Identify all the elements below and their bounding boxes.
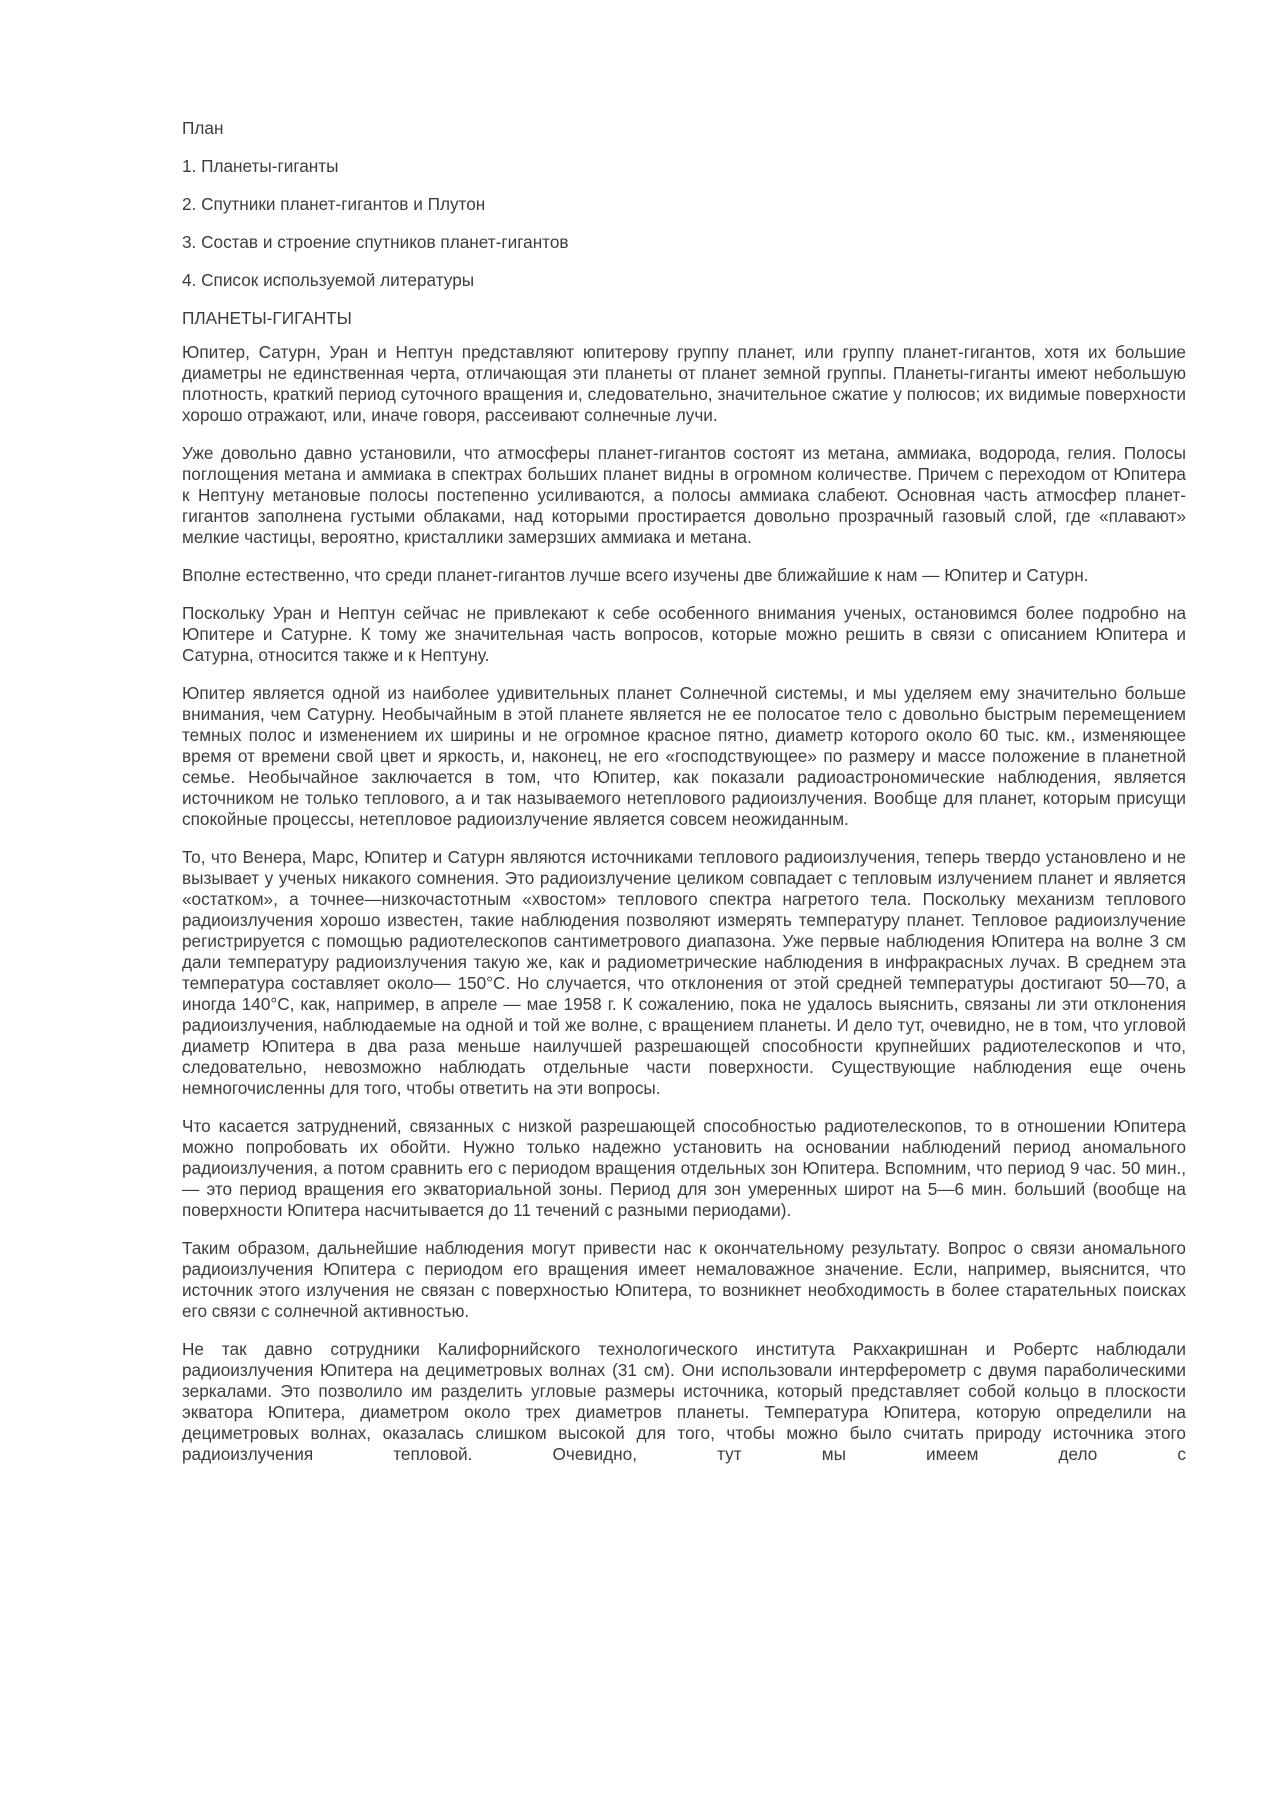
paragraph-8: Таким образом, дальнейшие наблюдения могут привести нас к окончательному результату. Вопрос о связи аномального радиоизлучения Юпитера с периодом его вращения имеет немаловажное значение. Если, например, выяснится, что источник этого излучения не связан с поверхностью Юпитера, то возникнет необходимость в более старательных поисках его связи с солнечной активностью. (182, 1238, 1186, 1321)
plan-item-1: 1. Планеты-гиганты (182, 156, 339, 176)
paragraph-1: Юпитер, Сатурн, Уран и Нептун представляют юпитерову группу планет, или группу планет-гигантов, хотя их большие диаметры не единственная черта, отличающая эти планеты от планет земной группы. Планеты-гиганты имеют небольшую плотность, краткий период суточного вращения и, следовательно, значительное сжатие у полюсов; их видимые поверхности хорошо отражают, или, иначе говоря, рассеивают солнечные лучи. (182, 342, 1186, 425)
paragraph-2: Уже довольно давно установили, что атмосферы планет-гигантов состоят из метана, аммиака, водорода, гелия. Полосы поглощения метана и аммиака в спектрах больших планет видны в огромном количестве. Причем с переходом от Юпитера к Нептуну метановые полосы постепенно усиливаются, а полосы аммиака слабеют. Основная часть атмосфер планет-гигантов заполнена густыми облаками, над которыми простирается довольно прозрачный газовый слой, где «плавают» мелкие частицы, вероятно, кристаллики замерзших аммиака и метана. (182, 443, 1186, 547)
paragraph-4: Поскольку Уран и Нептун сейчас не привлекают к себе особенного внимания ученых, остановимся более подробно на Юпитере и Сатурне. К тому же значительная часть вопросов, которые можно решить в связи с описанием Юпитера и Сатурна, относится также и к Нептуну. (182, 603, 1186, 665)
paragraph-9: Не так давно сотрудники Калифорнийского технологического института Ракхакришнан и Робертс наблюдали радиоизлучения Юпитера на дециметровых волнах (31 см). Они использовали интерферометр с двумя параболическими зеркалами. Это позволило им разделить угловые размеры источника, который представляет собой кольцо в плоскости экватора Юпитера, диаметром около трех диаметров планеты. Температура Юпитера, которую определили на дециметровых волнах, оказалась слишком высокой для того, чтобы можно было считать природу источника этого радиоизлучения тепловой. Очевидно, тут мы имеем дело с (182, 1339, 1186, 1464)
plan-item-2: 2. Спутники планет-гигантов и Плутон (182, 194, 486, 214)
paragraph-6: То, что Венера, Марс, Юпитер и Сатурн являются источниками теплового радиоизлучения, теперь твердо установлено и не вызывает у ученых никакого сомнения. Это радиоизлучение целиком совпадает с тепловым излучением планет и является «остатком», а точнее—низкочастотным «хвостом» теплового спектра нагретого тела. Поскольку механизм теплового радиоизлучения хорошо известен, такие наблюдения позволяют измерять температуру планет. Тепловое радиоизлучение регистрируется с помощью радиотелескопов сантиметрового диапазона. Уже первые наблюдения Юпитера на волне 3 см дали температуру радиоизлучения такую же, как и радиометрические наблюдения в инфракрасных лучах. В среднем эта температура составляет около— 150°С. Но случается, что отклонения от этой средней температуры достигают 50—70, а иногда 140°С, как, например, в апреле — мае 1958 г. К сожалению, пока не удалось выяснить, связаны ли эти отклонения радиоизлучения, наблюдаемые на одной и той же волне, с вращением планеты. И дело тут, очевидно, не в том, что угловой диаметр Юпитера в два раза меньше наилучшей разрешающей способности крупнейших радиотелескопов и что, следовательно, невозможно наблюдать отдельные части поверхности. Существующие наблюдения еще очень немногочисленны для того, чтобы ответить на эти вопросы. (182, 847, 1186, 1098)
plan-item-4: 4. Список используемой литературы (182, 270, 475, 290)
plan-heading: План (182, 118, 224, 138)
document-page (182, 118, 1186, 1465)
paragraph-5: Юпитер является одной из наиболее удивительных планет Солнечной системы, и мы уделяем ему значительно больше внимания, чем Сатурну. Необычайным в этой планете является не ее полосатое тело с довольно быстрым перемещением темных полос и изменением их ширины и не огромное красное пятно, диаметр которого около 60 тыс. км., изменяющее время от времени свой цвет и яркость, и, наконец, не его «господствующее» по размеру и массе положение в планетной семье. Необычайное заключается в том, что Юпитер, как показали радиоастрономические наблюдения, является источником не только теплового, а и так называемого нетеплового радиоизлучения. Вообще для планет, которым присущи спокойные процессы, нетепловое радиоизлучение является совсем неожиданным. (182, 683, 1186, 829)
plan-item-3: 3. Состав и строение спутников планет-гигантов (182, 232, 569, 252)
paragraph-3: Вполне естественно, что среди планет-гигантов лучше всего изучены две ближайшие к нам — Юпитер и Сатурн. (182, 565, 1089, 585)
section-heading: ПЛАНЕТЫ-ГИГАНТЫ (182, 308, 352, 328)
paragraph-7: Что касается затруднений, связанных с низкой разрешающей способностью радиотелескопов, то в отношении Юпитера можно попробовать их обойти. Нужно только надежно установить на основании наблюдений период аномального радиоизлучения, а потом сравнить его с периодом вращения отдельных зон Юпитера. Вспомним, что период 9 час. 50 мин., — это период вращения его экваториальной зоны. Период для зон умеренных широт на 5—6 мин. больший (вообще на поверхности Юпитера насчитывается до 11 течений с разными периодами). (182, 1116, 1186, 1220)
